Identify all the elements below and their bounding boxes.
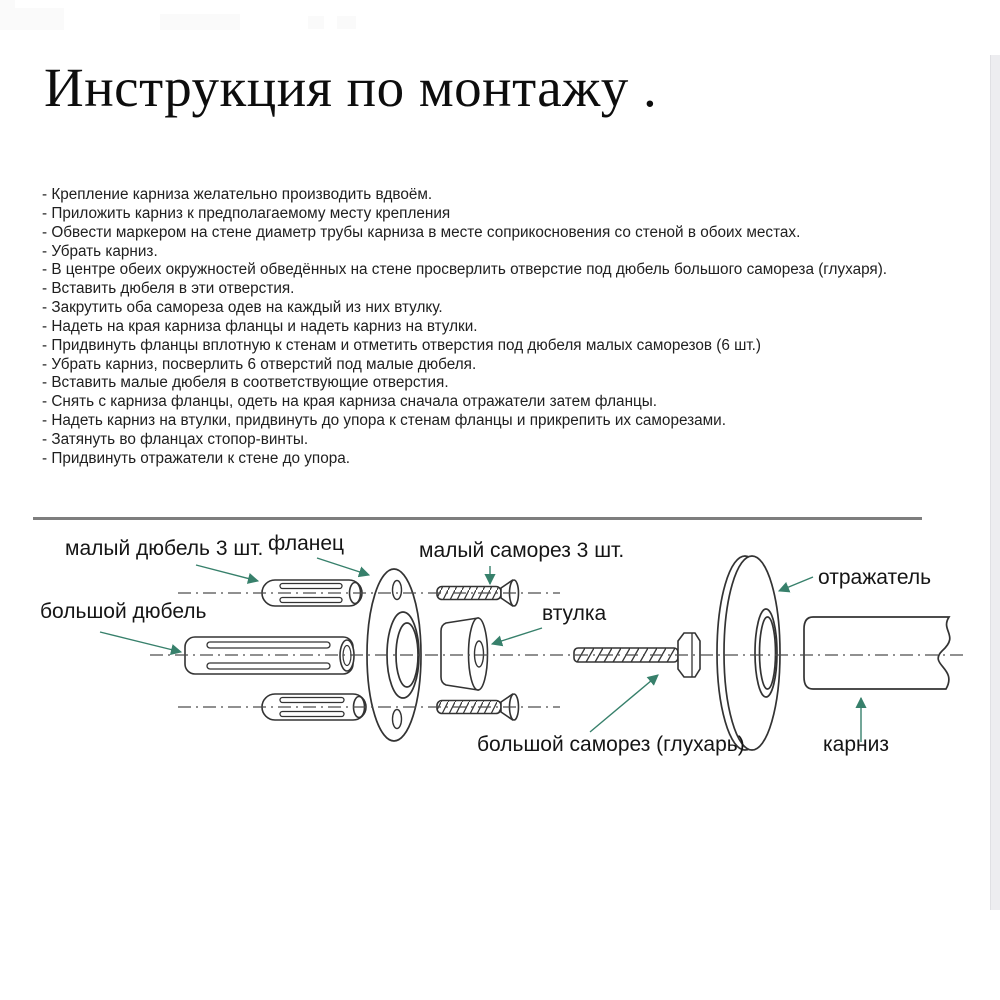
label-reflector: отражатель [818, 566, 932, 589]
label-small-screw: малый саморез 3 шт. [419, 539, 625, 562]
leader-arrow-big-screw [590, 675, 658, 732]
leader-arrow-reflector [779, 577, 813, 591]
leader-arrow-flange [317, 558, 369, 575]
assembly-diagram [0, 520, 1000, 790]
instruction-item: - Придвинуть фланцы вплотную к стенам и отметить отверстия под дюбеля малых саморезов (6 шт.) [42, 336, 762, 354]
instruction-item: - Убрать карниз. [42, 242, 158, 260]
scan-artifact [160, 14, 240, 30]
label-bushing: втулка [542, 602, 607, 625]
instruction-item: - Надеть на края карниза фланцы и надеть карниз на втулки. [42, 317, 478, 335]
instruction-item: - Крепление карниза желательно производить вдвоём. [42, 186, 433, 203]
bushing-drawing [441, 618, 488, 690]
label-big-screw: большой саморез (глухарь) [477, 733, 745, 756]
instruction-item: - Убрать карниз, посверлить 6 отверстий под малые дюбеля. [42, 355, 477, 373]
instruction-item: - Надеть карниз на втулки, придвинуть до упора к стенам фланцы и прикрепить их саморезами. [42, 412, 726, 430]
instruction-item: - Обвести маркером на стене диаметр трубы карниза в месте соприкосновения со стеной в обоих местах. [42, 223, 801, 241]
instruction-item: - Снять с карниза фланцы, одеть на края карниза сначала отражатели затем фланцы. [42, 393, 658, 411]
page-title: Инструкция по монтажу . [44, 57, 658, 118]
instruction-item: - Вставить малые дюбеля в соответствующие отверстия. [42, 374, 449, 392]
scan-artifact [308, 16, 324, 29]
instruction-item: - Придвинуть отражатели к стене до упора. [42, 449, 350, 467]
label-flange: фланец [268, 532, 345, 555]
scan-artifact [0, 0, 15, 8]
instruction-item: - Закрутить оба самореза одев на каждый из них втулку. [42, 299, 443, 317]
instruction-list [42, 186, 942, 469]
label-small-dowel: малый дюбель 3 шт. [65, 537, 264, 560]
label-rod: карниз [823, 733, 889, 756]
leader-arrow-bushing [492, 628, 542, 644]
reflector-drawing [717, 556, 780, 750]
instruction-item: - В центре обеих окружностей обведённых на стене просверлить отверстие под дюбель большого самореза (глухаря). [42, 261, 888, 279]
leader-arrow-big-dowel [100, 632, 181, 652]
label-big-dowel: большой дюбель [40, 600, 207, 623]
scan-artifact [0, 8, 64, 30]
instruction-item: - Приложить карниз к предполагаемому месту крепления [42, 204, 451, 222]
leader-arrow-small-dowel [196, 565, 258, 581]
scan-artifact [337, 16, 356, 29]
rod-drawing [804, 617, 950, 689]
instruction-item: - Вставить дюбеля в эти отверстия. [42, 280, 295, 298]
instruction-item: - Затянуть во фланцах стопор-винты. [42, 430, 309, 448]
